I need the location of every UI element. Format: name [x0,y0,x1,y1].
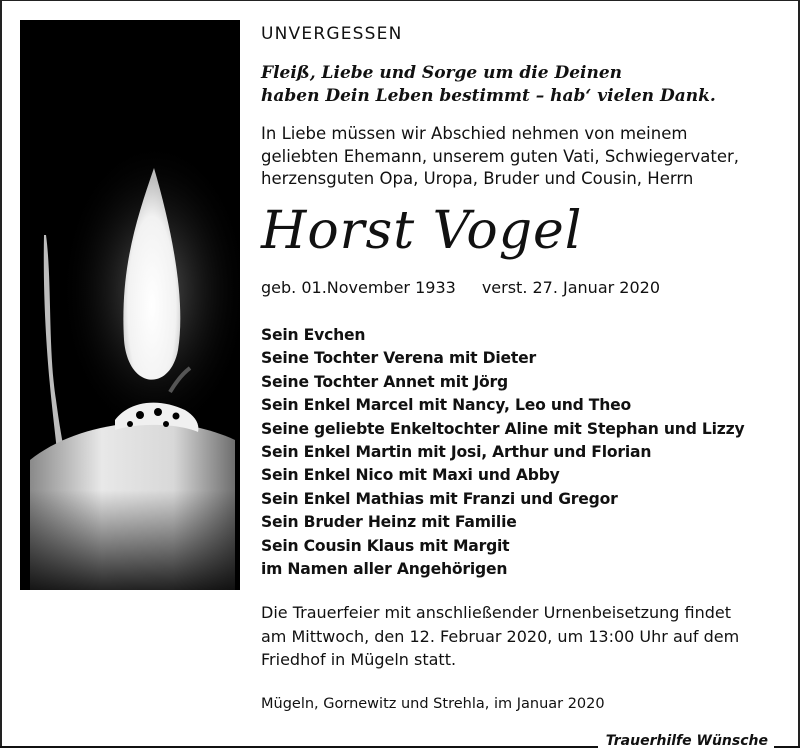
candle-icon [20,20,240,590]
mourner-line: Sein Enkel Nico mit Maxi und Abby [261,466,560,485]
place-and-date: Mügeln, Gornewitz und Strehla, im Januar 2020 [261,696,605,712]
deceased-name: Horst Vogel [261,201,583,261]
intro-line: herzensguten Opa, Uropa, Bruder und Cousin, Herrn [261,169,694,188]
service-line: Friedhof in Mügeln statt. [261,650,457,669]
mourner-line: Seine Tochter Verena mit Dieter [261,349,537,368]
mourner-line: Sein Enkel Marcel mit Nancy, Leo und Theo [261,396,632,415]
mourner-line: Sein Evchen [261,326,366,344]
mourner-line: Sein Enkel Martin mit Josi, Arthur und Florian [261,443,652,462]
service-line: Die Trauerfeier mit anschließender Urnenbeisetzung findet [261,603,732,622]
death-date: verst. 27. Januar 2020 [481,278,661,297]
funeral-home-credit: Trauerhilfe Wünsche [598,734,774,748]
life-dates [261,277,781,299]
mourner-line: im Namen aller Angehörigen [261,560,508,579]
birth-date: geb. 01.November 1933 [261,278,456,297]
verse-line: haben Dein Leben bestimmt – hab‘ vielen Dank. [261,86,716,106]
mourner-line: Sein Cousin Klaus mit Margit [261,536,510,555]
mourner-line: Seine geliebte Enkeltochter Aline mit Stephan und Lizzy [261,419,745,438]
intro-line: In Liebe müssen wir Abschied nehmen von meinem [261,124,688,143]
service-line: am Mittwoch, den 12. Februar 2020, um 13:00 Uhr auf dem [261,626,740,646]
funeral-service-info [261,601,781,672]
mourner-line: Sein Bruder Heinz mit Familie [261,513,517,532]
memorial-verse [261,62,781,108]
verse-line: Fleiß, Liebe und Sorge um die Deinen [261,63,623,83]
intro-line: geliebten Ehemann, unserem guten Vati, Schwiegervater, [261,146,740,166]
notice-heading: UNVERGESSEN [261,24,403,44]
mourners-list [261,324,796,581]
mourner-line: Sein Enkel Mathias mit Franzi und Gregor [261,489,618,508]
candle-photo [20,20,240,590]
intro-text [261,123,781,191]
mourner-line: Seine Tochter Annet mit Jörg [261,372,509,391]
